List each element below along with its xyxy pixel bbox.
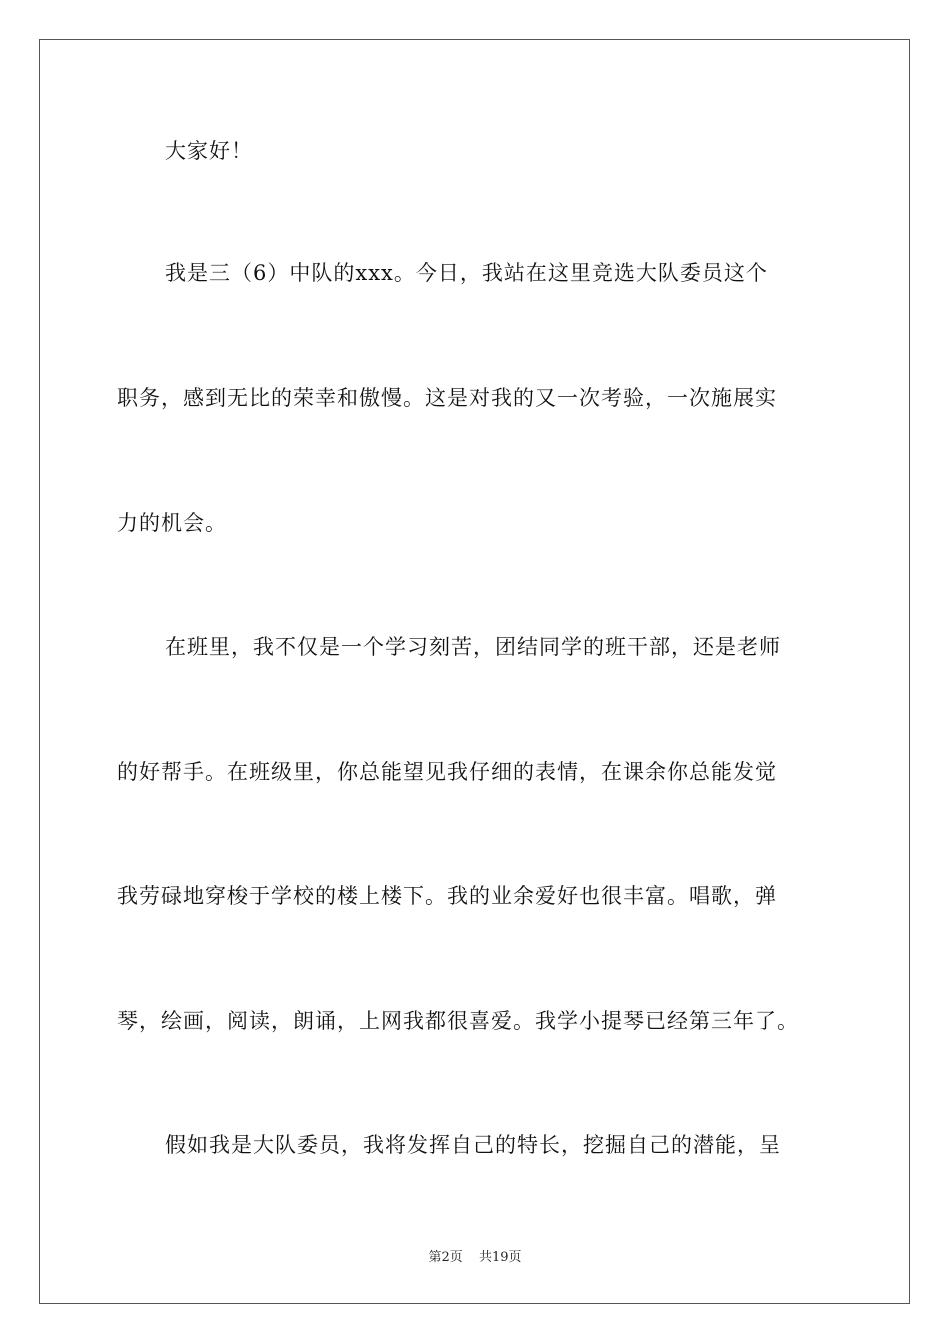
paragraph-1-line-3: 力的机会。	[117, 511, 227, 535]
paragraph-1-line-2: 职务，感到无比的荣幸和傲慢。这是对我的又一次考验，一次施展实	[117, 386, 777, 410]
paragraph-2-line-2: 的好帮手。在班级里，你总能望见我仔细的表情，在课余你总能发觉	[117, 760, 777, 784]
page-number: 第2页	[428, 1250, 463, 1265]
page-footer	[0, 1246, 950, 1265]
paragraph-1-line-1: 我是三（6）中队的xxx。今日，我站在这里竞选大队委员这个	[165, 261, 768, 285]
paragraph-2-line-4: 琴，绘画，阅读，朗诵，上网我都很喜爱。我学小提琴已经第三年了。	[117, 1009, 799, 1033]
paragraph-2-line-3: 我劳碌地穿梭于学校的楼上楼下。我的业余爱好也很丰富。唱歌，弹	[117, 884, 777, 908]
paragraph-3-line-1: 假如我是大队委员，我将发挥自己的特长，挖掘自己的潜能，呈	[165, 1133, 781, 1157]
page-total: 共19页	[478, 1250, 522, 1265]
paragraph-2-line-1: 在班里，我不仅是一个学习刻苦，团结同学的班干部，还是老师	[165, 635, 781, 659]
paragraph-greeting: 大家好！	[165, 139, 253, 163]
page-border	[39, 39, 910, 1304]
